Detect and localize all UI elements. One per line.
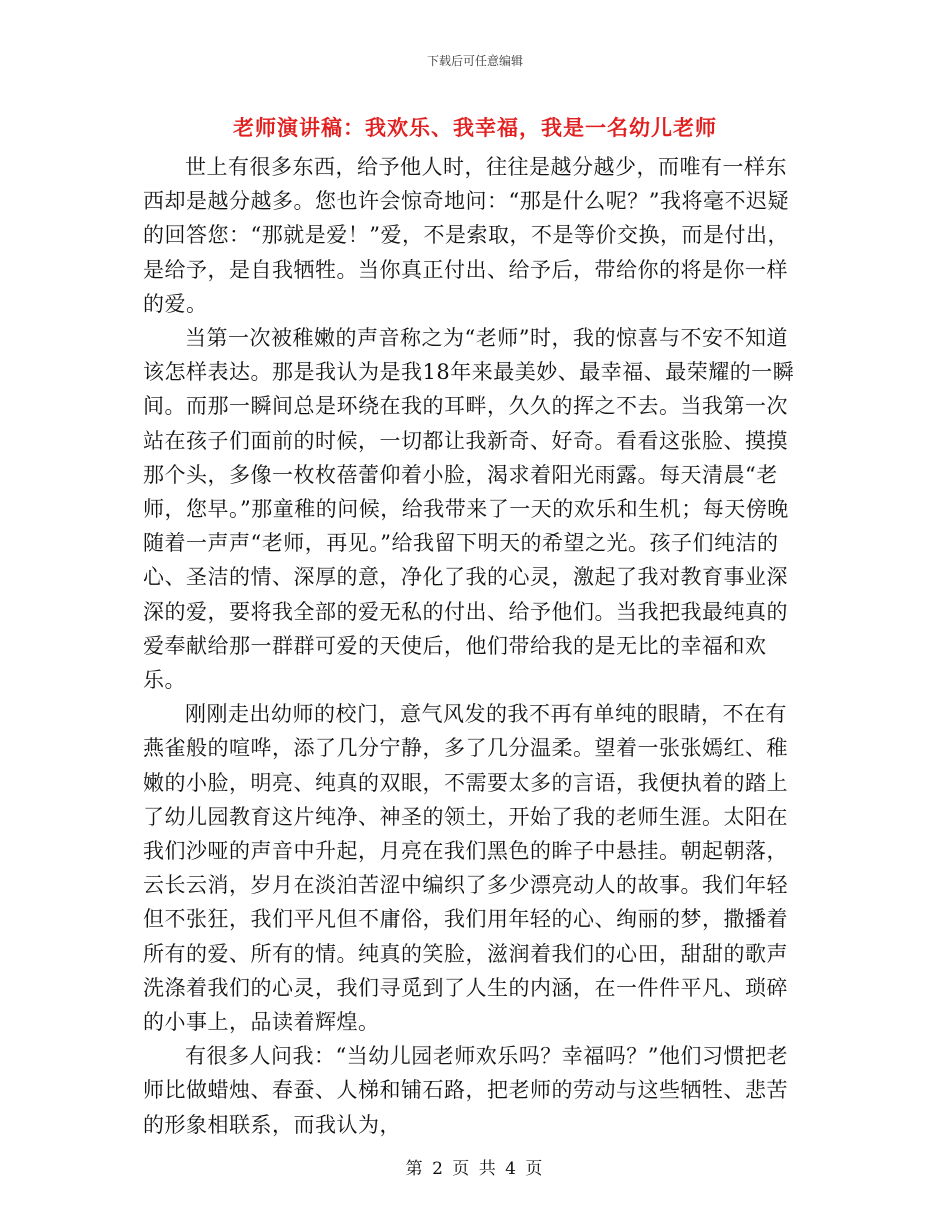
page-footer: 第 2 页 共 4 页 <box>405 1159 545 1179</box>
paragraph: 刚刚走出幼师的校门，意气风发的我不再有单纯的眼睛，不在有燕雀般的喧哗，添了几分宁静，多了几分温柔。望着一张张嫣红、稚嫩的小脸，明亮、纯真的双眼，不需要太多的言语，我便执着的踏上了幼儿园教育这片纯净、神圣的领土，开始了我的老师生涯。太阳在我们沙哑的声音中升起，月亮在我们黑色的眸子中悬挂。朝起朝落，云长云消，岁月在淡泊苦涩中编织了多少漂亮动人的故事。我们年轻但不张狂，我们平凡但不庸俗，我们用年轻的心、绚丽的梦，撒播着所有的爱、所有的情。纯真的笑脸，滋润着我们的心田，甜甜的歌声洗涤着我们的心灵，我们寻觅到了人生的内涵，在一件件平凡、琐碎的小事上，品读着辉煌。 <box>143 702 788 1035</box>
paragraph: 世上有很多东西，给予他人时，往往是越分越少，而唯有一样东西却是越分越多。您也许会惊奇地问：“那是什么呢？”我将毫不迟疑的回答您：“那就是爱！”爱，不是索取，不是等价交换，而是付出，是给予，是自我牺牲。当你真正付出、给予后，带给你的将是你一样的爱。 <box>143 155 789 316</box>
document-body <box>143 150 803 1142</box>
paragraph: 有很多人问我：“当幼儿园老师欢乐吗？幸福吗？”他们习惯把老师比做蜡烛、春蚕、人梯和铺石路，把老师的劳动与这些牺牲、悲苦的形象相联系，而我认为， <box>143 1044 788 1137</box>
document-title: 老师演讲稿：我欢乐、我幸福，我是一名幼儿老师 <box>233 116 717 140</box>
paragraph: 当第一次被稚嫩的声音称之为“老师”时，我的惊喜与不安不知道该怎样表达。那是我认为是我18年来最美妙、最幸福、最荣耀的一瞬间。而那一瞬间总是环绕在我的耳畔，久久的挥之不去。当我第一次站在孩子们面前的时候，一切都让我新奇、好奇。看看这张脸、摸摸那个头，多像一枚枚蓓蕾仰着小脸，渴求着阳光雨露。每天清晨“老师，您早。”那童稚的问候，给我带来了一天的欢乐和生机；每天傍晚随着一声声“老师，再见。”给我留下明天的希望之光。孩子们纯洁的心、圣洁的情、深厚的意，净化了我的心灵，激起了我对教育事业深深的爱，要将我全部的爱无私的付出、给予他们。当我把我最纯真的爱奉献给那一群群可爱的天使后，他们带给我的是无比的幸福和欢乐。 <box>143 326 795 693</box>
header-note: 下载后可任意编辑 <box>426 54 523 68</box>
